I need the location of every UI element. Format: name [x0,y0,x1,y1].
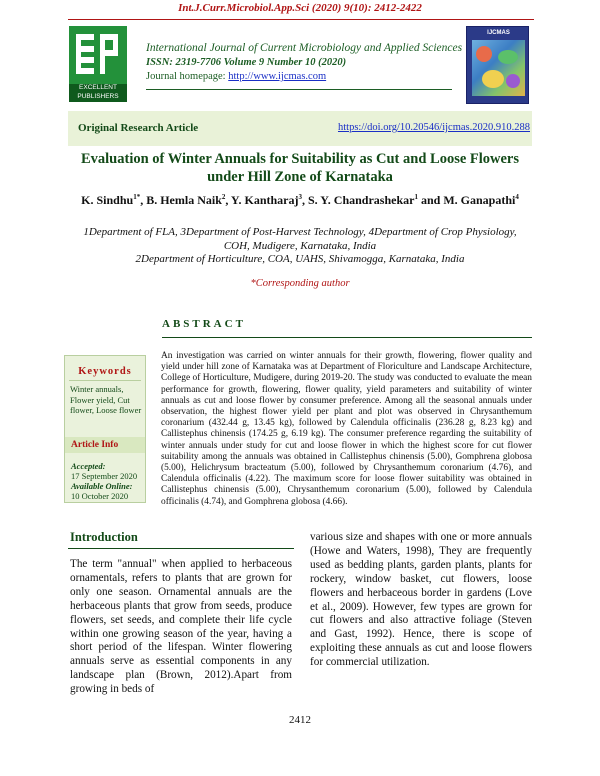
journal-name: International Journal of Current Microbiology and Applied Sciences [146,42,463,54]
journal-cover-image [466,26,529,104]
logo-ep-icon [69,26,127,84]
abstract-heading: ABSTRACT [162,318,246,330]
page-number: 2412 [289,714,311,726]
online-label: Available Online: [71,481,133,491]
article-title: Evaluation of Winter Annuals for Suitability as Cut and Loose Flowers under Hill Zone of Karnataka [80,151,520,185]
cover-artwork [472,40,525,96]
journal-homepage [146,71,326,82]
logo-caption-line1: EXCELLENT [79,84,117,91]
sidebar-box [64,355,146,503]
abstract-rule [162,337,532,338]
journal-citation: Int.J.Curr.Microbiol.App.Sci (2020) 9(10): 2412-2422 [178,2,422,14]
intro-column-right: various size and shapes with one or more annuals (Howe and Waters, 1998), They are frequently used as bedding plants, garden plants, plants for rockery, window basket, cut flowers, loose flowers and herbaceous border in gardens (Love et al., 2009). However, few types are grown for cut flowers and also attractive foliage (Steven and Gast, 1992). Hence, there is scope of exploiting these annuals as cut and loose flowers for commercial utilization. [310,531,532,669]
corresponding-author: *Corresponding author [250,278,350,289]
cover-title: IJCMAS [487,30,510,36]
article-info-heading: Article Info [65,437,145,453]
affiliation-line1: 1Department of FLA, 3Department of Post-Harvest Technology, 4Department of Crop Physiology, COH, Mudigere, Karnataka, India [83,226,517,252]
citation-rule [68,19,534,20]
keywords-rule [69,380,141,381]
logo-caption [69,84,127,102]
article-info-text [71,461,143,501]
homepage-label: Journal homepage: [146,71,229,82]
online-date: 10 October 2020 [71,491,129,501]
intro-column-left: The term "annual" when applied to herbaceous ornamentals, refers to plants that are grown for only one season. Ornamental annuals are the herbaceous plants that grow from seeds, produce flowers, set seeds, and complete their life cycle within one growing season of the year, having a short period of the lifespan. Winter flowering annuals serve as essential components in any landscape plan (Brown, 2012).Apart from growing in beds of [70,558,292,696]
keywords-text: Winter annuals, Flower yield, Cut flower, Loose flower [70,384,142,415]
doi-link[interactable]: https://doi.org/10.20546/ijcmas.2020.910.288 [337,122,530,133]
affiliations [70,226,530,267]
keywords-heading: Keywords [78,366,132,377]
author-list: K. Sindhu$^{1*}$, B. Hemla Naik$^2$, Y. Kantharaj$^3$, S. Y. Chandrashekar$^1$ and M. Ganapathi$^4$ [81,193,519,207]
affiliation-line2: 2Department of Horticulture, COA, UAHS, Shivamogga, Karnataka, India [135,253,465,265]
journal-issn: ISSN: 2319-7706 Volume 9 Number 10 (2020) [146,57,347,68]
abstract-text: An investigation was carried on winter annuals for their growth, flowering, flower quality and yield under hill zone of Karnataka was at Department of Floriculture and Landscape Architecture, College of Horticulture, Mudigere, during 2019-20. The study was conducted to evaluate the mean performance for growth, flowering, flower quality, yield parameters and suitability of winter annuals as cut and loose flower by consumer preference. Among all the seasonal annuals under observation, the highest flower yield per plant and plot was observed in Chrysanthemum coronarium (432.44 g, 13.45 kg), followed by Calendula officinalis (236.28 g, 8.23 kg) and Callistephus chinensis (174.25 g, 6.19 kg). The consumer preference regarding the suitability of winter annuals under study for cut and loose flower in which the highest score for cut flower suitability among the annuals was obtained in Callistephus chinensis (5.00), Gomphrena globosa (5.00), Helichrysum bracteatum (5.00), followed by Chrysanthemum coronarium (4.76), and Calendula officinalis (4.22). The maximum score for loose flower suitability was obtained in Callistephus chinensis (5.00), Chrysanthemum coronarium (5.00), followed by Calendula officinalis (4.74), and Gomphrena globosa (4.66). [161,351,532,507]
logo-mark [69,26,127,84]
introduction-heading: Introduction [70,530,138,544]
header-rule [146,89,452,90]
homepage-link[interactable]: http://www.ijcmas.com [228,71,327,82]
publisher-logo [69,26,127,102]
article-type: Original Research Article [78,122,199,134]
accepted-date: 17 September 2020 [71,471,138,481]
accepted-label: Accepted: [71,461,106,471]
introduction-rule [68,548,294,549]
logo-caption-line2: PUBLISHERS [77,92,119,100]
